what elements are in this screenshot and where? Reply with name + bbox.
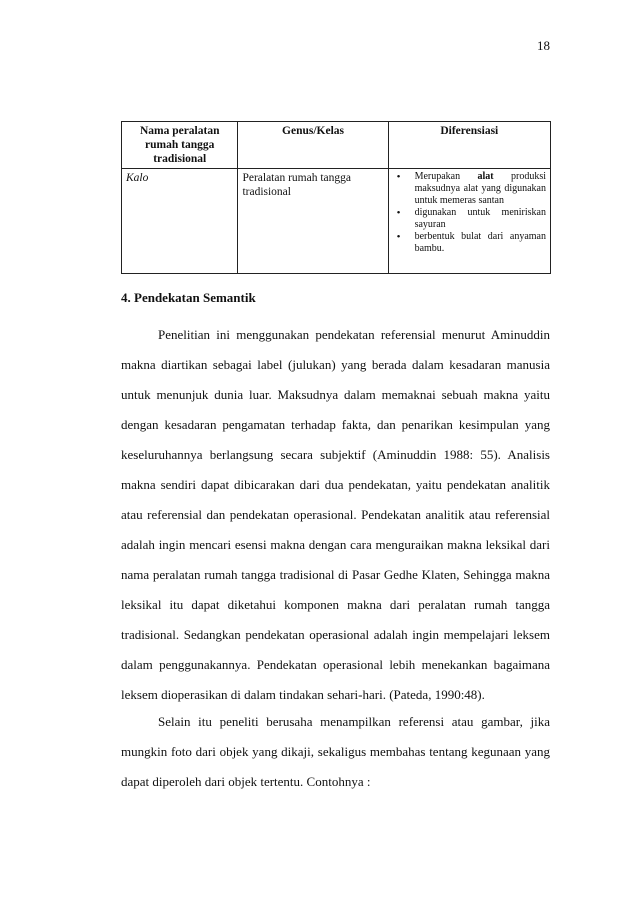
page-number: 18 bbox=[537, 38, 550, 53]
section-heading: 4. Pendekatan Semantik bbox=[121, 290, 256, 305]
table-header-differentiation: Diferensiasi bbox=[388, 122, 550, 169]
table-header-row bbox=[122, 122, 551, 169]
reference-table bbox=[121, 121, 551, 274]
table-cell-name: Kalo bbox=[122, 169, 238, 274]
table-row bbox=[122, 169, 551, 274]
body-paragraph: Selain itu peneliti berusaha menampilkan referensi atau gambar, jika mungkin foto dari objek yang dikaji, sekaligus membahas tentang kegunaan yang dapat diperoleh dari objek tertentu. Contohnya : bbox=[121, 714, 550, 789]
differentiation-list bbox=[393, 171, 546, 255]
table-header-name: Nama peralatan rumah tangga tradisional bbox=[122, 122, 238, 169]
table-cell-genus: Peralatan rumah tangga tradisional bbox=[238, 169, 388, 274]
table-header-genus: Genus/Kelas bbox=[238, 122, 388, 169]
list-item: • digunakan untuk meniriskan sayuran bbox=[393, 207, 546, 231]
list-item: • berbentuk bulat dari anyaman bambu. bbox=[393, 231, 546, 255]
list-item: • Merupakan alat produksi maksudnya alat yang digunakan untuk memeras santan bbox=[393, 171, 546, 207]
body-paragraph: Penelitian ini menggunakan pendekatan referensial menurut Aminuddin makna diartikan sebagai label (julukan) yang berada dalam kesadaran manusia untuk menunjuk dunia luar. Maksudnya dalam memaknai sebuah makna yaitu dengan kesadaran pengamatan terhadap fakta, dan penarikan kesimpulan yang keseluruhannya berlangsung secara subjektif (Aminuddin 1988: 55). Analisis makna sendiri dapat dibicarakan dari dua pendekatan, yaitu pendekatan analitik atau referensial dan pendekatan operasional. Pendekatan analitik atau referensial adalah ingin mencari esensi makna dengan cara menguraikan makna leksikal dari nama peralatan rumah tangga tradisional di Pasar Gedhe Klaten, Sehingga makna leksikal itu dapat diketahui komponen makna dari peralatan rumah tangga tradisional. Sedangkan pendekatan operasional adalah ingin mempelajari leksem dalam penggunakannya. Pendekatan operasional lebih menekankan bagaimana leksem dioperasikan di dalam tindakan sehari-hari. (Pateda, 1990:48). bbox=[121, 327, 550, 702]
table-cell-differentiation bbox=[388, 169, 550, 274]
